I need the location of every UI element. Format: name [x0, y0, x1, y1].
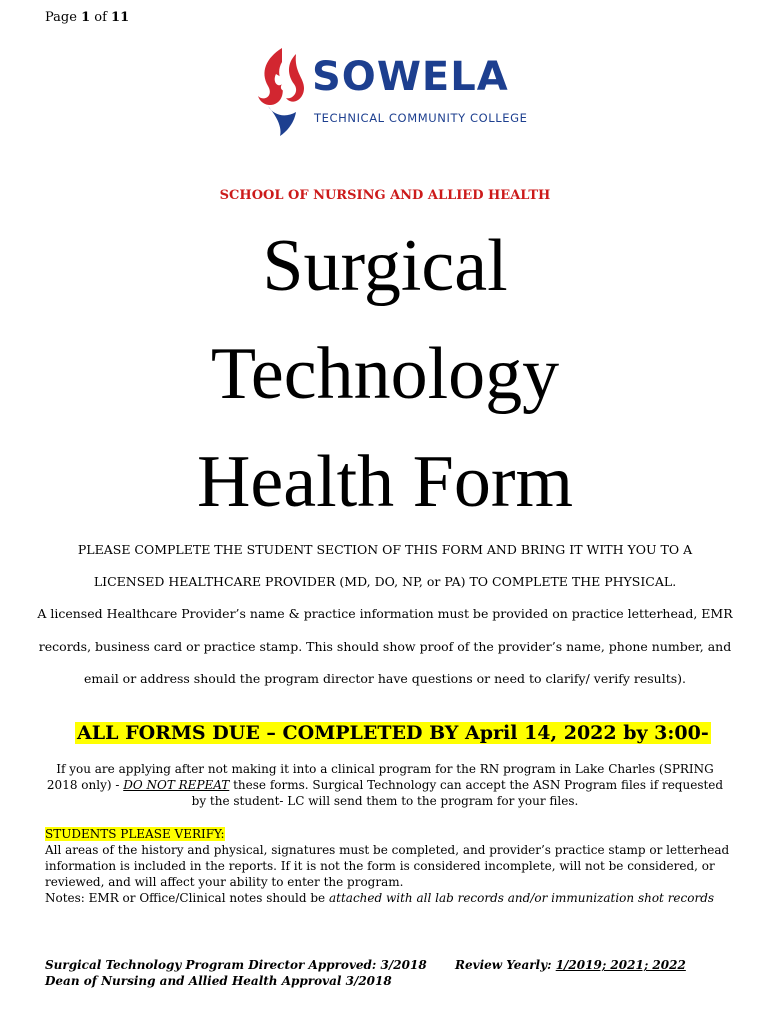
due-date-banner: ALL FORMS DUE – COMPLETED BY April 14, 2022 by 3:00-	[77, 722, 709, 744]
do-not-repeat-emphasis: DO NOT REPEAT	[123, 778, 230, 792]
footer-approved: Surgical Technology Program Director Approved: 3/2018	[45, 958, 427, 972]
instruction-line: records, business card or practice stamp. This should show proof of the provider’s name, phone number, and	[38, 639, 732, 654]
page-title	[0, 212, 770, 536]
verify-section: STUDENTS PLEASE VERIFY: All areas of the history and physical, signatures must be completed, and provider’s practice stamp or letterhead information is included in the reports. If it is not the form is considered incomplete, will not be considered, or reviewed, and will affect your ability to enter the program. Notes: EMR or Office/Clinical notes should be attached with all lab records and/or immunization shot records	[45, 827, 730, 905]
footer-dean: Dean of Nursing and Allied Health Approval 3/2018	[45, 974, 392, 988]
instruction-line: LICENSED HEALTHCARE PROVIDER (MD, DO, NP, or PA) TO COMPLETE THE PHYSICAL.	[93, 574, 677, 589]
verify-heading: STUDENTS PLEASE VERIFY:	[45, 827, 225, 841]
flame-logo-icon	[252, 44, 312, 139]
reapply-paragraph: If you are applying after not making it into a clinical program for the RN program in Lake Charles (SPRING 2018 only) - DO NOT REPEAT these forms. Surgical Technology can accept the ASN Program files if requested by the student- LC will send them to the program for your files.	[46, 762, 724, 808]
page-number: Page 1 of 11	[45, 10, 130, 25]
verify-body: All areas of the history and physical, signatures must be completed, and provider’s practice stamp or letterhead information is included in the reports. If it is not the form is considered incomplete, will not be considered, or reviewed, and will affect your ability to enter the program.	[45, 843, 730, 889]
school-name: SCHOOL OF NURSING AND ALLIED HEALTH	[219, 188, 551, 203]
college-logo	[252, 44, 532, 144]
instruction-line: A licensed Healthcare Provider’s name & practice information must be provided on practice letterhead, EMR	[37, 606, 733, 621]
title-line-3: Health Form	[196, 441, 574, 523]
title-line-1: Surgical	[262, 225, 508, 307]
instruction-line: email or address should the program director have questions or need to clarify/ verify results).	[84, 671, 686, 686]
instruction-line: PLEASE COMPLETE THE STUDENT SECTION OF THIS FORM AND BRING IT WITH YOU TO A	[77, 542, 693, 557]
logo-wordmark: SOWELA	[312, 54, 509, 100]
logo-subtitle: TECHNICAL COMMUNITY COLLEGE	[314, 111, 528, 125]
title-line-2: Technology	[210, 333, 560, 415]
verify-notes: attached with all lab records and/or immunization shot records	[328, 891, 715, 905]
footer-review: Review Yearly: 1/2019; 2021; 2022	[455, 958, 686, 972]
